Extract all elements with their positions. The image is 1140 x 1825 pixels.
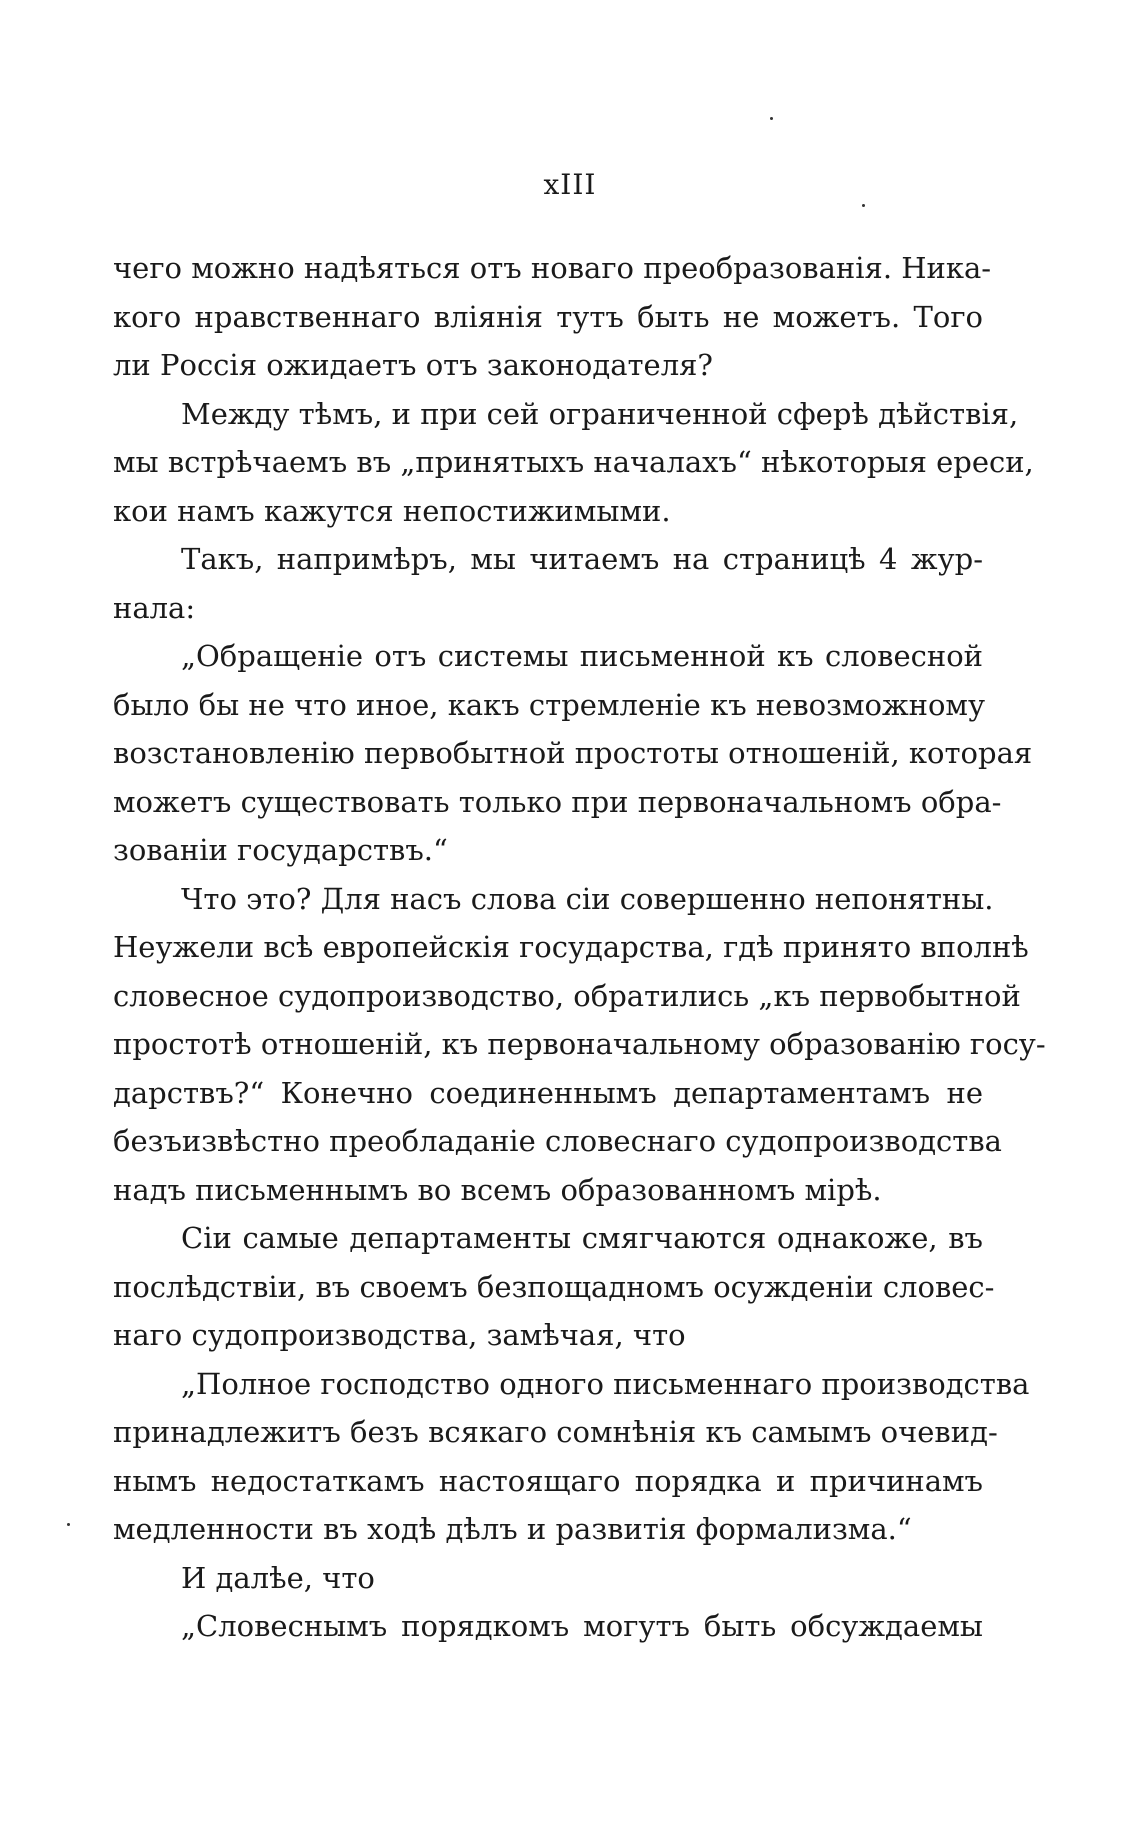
print-speck <box>770 117 773 120</box>
text-line: „Обращеніе отъ системы письменной къ словесной <box>181 639 983 673</box>
text-line: мы встрѣчаемъ въ „принятыхъ началахъ“ нѣкоторыя ереси, <box>113 445 1034 479</box>
text-line: нымъ недостаткамъ настоящаго порядка и причинамъ <box>113 1463 983 1498</box>
text-line: Такъ, напримѣръ, мы читаемъ на страницѣ 4 жур- <box>181 542 983 576</box>
text-line: И далѣе, что <box>181 1560 375 1595</box>
text-line: ли Россія ожидаетъ отъ законодателя? <box>113 348 713 382</box>
text-line: Неужели всѣ европейскія государства, гдѣ принято вполнѣ <box>113 930 1029 964</box>
text-line: безъизвѣстно преобладаніе словеснаго судопроизводства <box>113 1124 1002 1158</box>
text-line: принадлежитъ безъ всякаго сомнѣнія къ самымъ очевид- <box>113 1415 998 1449</box>
text-line: чего можно надѣяться отъ новаго преобразованія. Ника- <box>113 251 992 285</box>
text-line: возстановленію первобытной простоты отношеній, которая <box>113 736 1033 770</box>
text-line: медленности въ ходѣ дѣлъ и развитія формализма.“ <box>113 1512 912 1546</box>
text-line: „Словеснымъ порядкомъ могутъ быть обсуждаемы <box>181 1609 983 1643</box>
text-line: послѣдствіи, въ своемъ безпощадномъ осужденіи словес- <box>113 1269 995 1304</box>
text-line: Между тѣмъ, и при сей ограниченной сферѣ дѣйствія, <box>181 396 1019 431</box>
text-line: Сіи самые департаменты смягчаются однакоже, въ <box>181 1221 983 1255</box>
text-line: кои намъ кажутся непостижимыми. <box>113 493 671 528</box>
text-line: надъ письменнымъ во всемъ образованномъ мірѣ. <box>113 1172 882 1207</box>
body-paragraph <box>113 244 1046 1651</box>
page-number: xIII <box>543 168 597 201</box>
text-line: „Полное господство одного письменнаго производства <box>181 1366 1030 1401</box>
page-body-text <box>113 244 1046 1651</box>
text-line: дарствъ?“ Конечно соединеннымъ департаментамъ не <box>113 1075 983 1110</box>
text-line: простотѣ отношеній, къ первоначальному образованію госу- <box>113 1027 1046 1061</box>
text-line: зованіи государствъ.“ <box>113 833 448 867</box>
text-line: словесное судопроизводство, обратились „къ первобытной <box>113 978 1021 1013</box>
text-line: можетъ существовать только при первоначальномъ обра- <box>113 784 1002 819</box>
print-speck <box>67 1523 70 1526</box>
text-line: нала: <box>113 590 196 625</box>
text-line: наго судопроизводства, замѣчая, что <box>113 1318 686 1352</box>
text-line: кого нравственнаго вліянія тутъ быть не можетъ. Того <box>113 299 983 334</box>
text-line: Что это? Для насъ слова сіи совершенно непонятны. <box>181 881 994 916</box>
print-speck <box>862 204 865 207</box>
text-line: было бы не что иное, какъ стремленіе къ невозможному <box>113 687 986 722</box>
